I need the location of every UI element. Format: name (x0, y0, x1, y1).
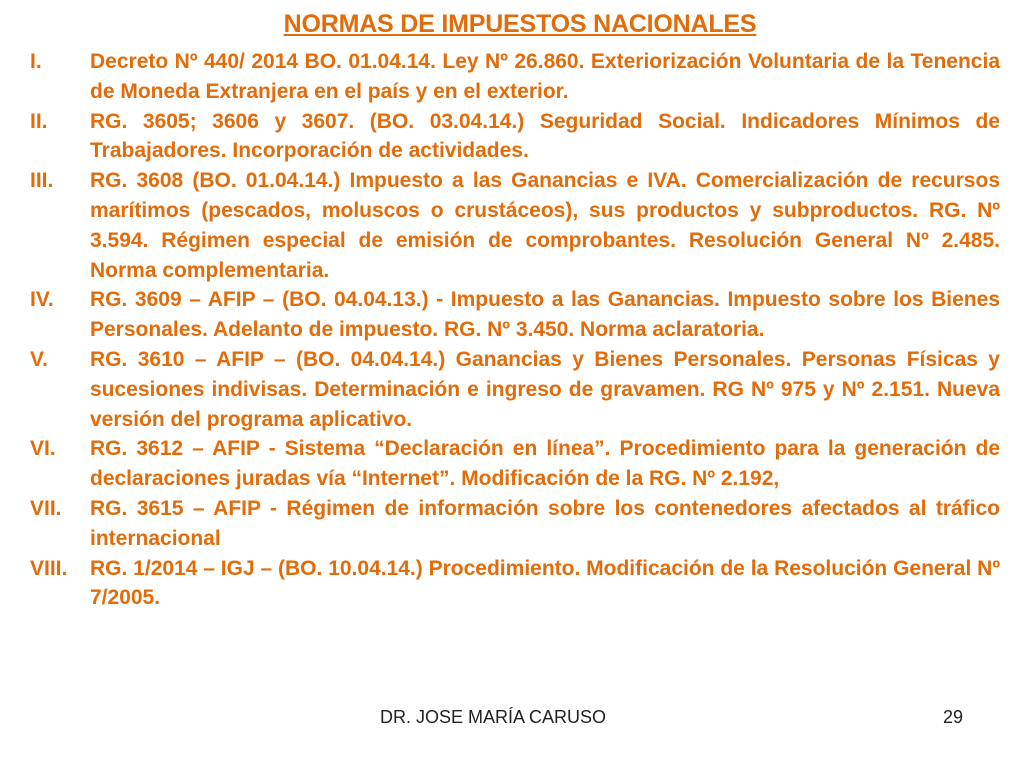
item-number: IV. (30, 288, 54, 312)
item-text: RG. 3610 – AFIP – (BO. 04.04.14.) Ganancias y Bienes Personales. Personas Físicas y sucesiones indivisas. Determinación e ingreso de gravamen. RG Nº 975 y Nº 2.151. Nueva versión del programa aplicativo. (90, 347, 1000, 431)
item-number: III. (30, 169, 54, 193)
item-text: RG. 3612 – AFIP - Sistema “Declaración en línea”. Procedimiento para la generación de declaraciones juradas vía “Internet”. Modificación de la RG. Nº 2.192, (90, 437, 1000, 491)
item-number: II. (30, 109, 48, 133)
footer-author: DR. JOSE MARÍA CARUSO (380, 707, 607, 727)
slide-title: NORMAS DE IMPUESTOS NACIONALES (283, 10, 757, 38)
item-text: Decreto Nº 440/ 2014 BO. 01.04.14. Ley Nº 26.860. Exteriorización Voluntaria de la Tenencia de Moneda Extranjera en el país y en el exterior. (90, 50, 1000, 103)
item-number: VIII. (30, 556, 68, 580)
item-text: RG. 3605; 3606 y 3607. (BO. 03.04.14.) Seguridad Social. Indicadores Mínimos de Trabajadores. Incorporación de actividades. (90, 109, 1000, 163)
norms-list (30, 47, 1000, 613)
item-text: RG. 3608 (BO. 01.04.14.) Impuesto a las Ganancias e IVA. Comercialización de recursos marítimos (pescados, moluscos o crustáceos), sus productos y subproductos. RG. Nº 3.594. Régimen especial de emisión de comprobantes. Resolución General Nº 2.485. Norma complementaria. (90, 169, 1000, 282)
page-number: 29 (943, 707, 964, 727)
list-item (30, 47, 1000, 107)
list-item (30, 554, 1000, 614)
item-number: VII. (30, 496, 62, 520)
item-number: V. (30, 347, 48, 371)
item-number: VI. (30, 437, 56, 461)
list-item (30, 166, 1000, 285)
item-number: I. (30, 50, 42, 73)
list-item (30, 285, 1000, 345)
list-item (30, 345, 1000, 434)
item-text: RG. 3609 – AFIP – (BO. 04.04.13.) - Impuesto a las Ganancias. Impuesto sobre los Bienes Personales. Adelanto de impuesto. RG. Nº 3.450. Norma aclaratoria. (90, 288, 1000, 342)
item-text: RG. 3615 – AFIP - Régimen de información sobre los contenedores afectados al tráfico internacional (90, 496, 1000, 550)
list-item (30, 434, 1000, 494)
list-item (30, 107, 1000, 167)
list-item (30, 494, 1000, 554)
item-text: RG. 1/2014 – IGJ – (BO. 10.04.14.) Procedimiento. Modificación de la Resolución General Nº 7/2005. (90, 556, 1000, 610)
